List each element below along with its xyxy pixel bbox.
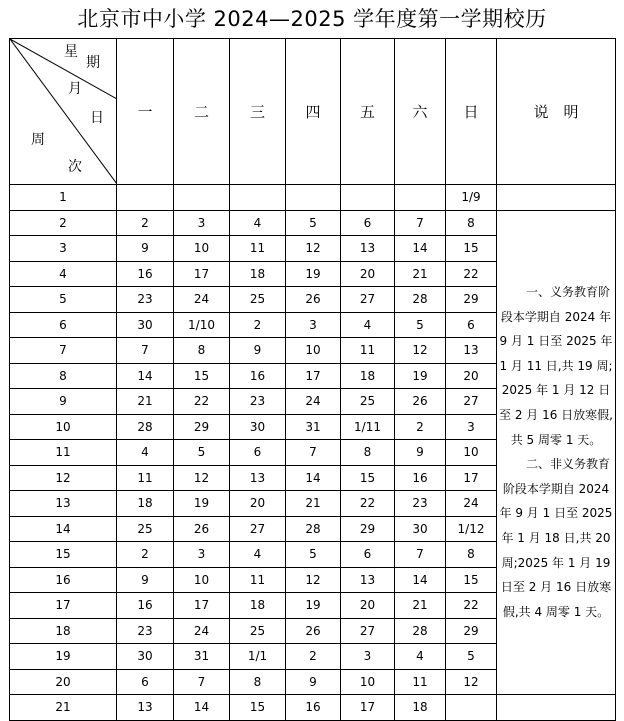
date-cell-tue (174, 185, 230, 211)
date-cell-mon: 11 (117, 465, 174, 491)
date-cell-wed: 8 (230, 669, 286, 695)
date-cell-sat: 7 (395, 210, 446, 236)
date-cell-tue: 10 (174, 567, 230, 593)
date-cell-tue: 12 (174, 465, 230, 491)
date-cell-sat: 26 (395, 389, 446, 415)
corner-label-day: 日 (90, 110, 104, 126)
date-cell-mon: 23 (117, 287, 174, 313)
date-cell-sun: 15 (446, 236, 497, 262)
date-cell-sun: 20 (446, 363, 497, 389)
date-cell-mon: 30 (117, 644, 174, 670)
date-cell-sun: 12 (446, 669, 497, 695)
date-cell-fri: 27 (341, 287, 395, 313)
weekday-header-thu: 四 (286, 39, 341, 185)
date-cell-sat: 11 (395, 669, 446, 695)
week-number-cell: 12 (10, 465, 117, 491)
corner-header-cell (10, 39, 117, 185)
header-row (10, 39, 616, 185)
week-number-cell: 15 (10, 542, 117, 568)
weekday-header-mon: 一 (117, 39, 174, 185)
date-cell-mon: 16 (117, 261, 174, 287)
date-cell-fri: 20 (341, 593, 395, 619)
date-cell-wed: 1/1 (230, 644, 286, 670)
week-number-cell: 16 (10, 567, 117, 593)
date-cell-sat: 4 (395, 644, 446, 670)
date-cell-sun: 5 (446, 644, 497, 670)
date-cell-fri: 3 (341, 644, 395, 670)
school-calendar-table (9, 38, 616, 721)
date-cell-tue: 10 (174, 236, 230, 262)
date-cell-fri: 6 (341, 542, 395, 568)
date-cell-wed: 11 (230, 236, 286, 262)
date-cell-sun: 3 (446, 414, 497, 440)
date-cell-mon: 13 (117, 695, 174, 721)
date-cell-thu: 26 (286, 618, 341, 644)
date-cell-fri: 13 (341, 567, 395, 593)
date-cell-sun: 22 (446, 593, 497, 619)
date-cell-wed: 18 (230, 261, 286, 287)
date-cell-wed: 6 (230, 440, 286, 466)
date-cell-sat: 5 (395, 312, 446, 338)
date-cell-thu: 5 (286, 210, 341, 236)
date-cell-sun: 29 (446, 618, 497, 644)
date-cell-sun: 15 (446, 567, 497, 593)
week-number-cell: 19 (10, 644, 117, 670)
date-cell-mon: 2 (117, 210, 174, 236)
date-cell-tue: 3 (174, 210, 230, 236)
date-cell-fri: 15 (341, 465, 395, 491)
date-cell-thu: 5 (286, 542, 341, 568)
week-number-cell: 1 (10, 185, 117, 211)
week-number-cell: 13 (10, 491, 117, 517)
week-number-cell: 14 (10, 516, 117, 542)
date-cell-wed (230, 185, 286, 211)
date-cell-thu: 21 (286, 491, 341, 517)
date-cell-tue: 19 (174, 491, 230, 517)
date-cell-sat: 30 (395, 516, 446, 542)
date-cell-mon (117, 185, 174, 211)
week-number-cell: 9 (10, 389, 117, 415)
date-cell-fri: 8 (341, 440, 395, 466)
date-cell-thu: 7 (286, 440, 341, 466)
date-cell-fri: 29 (341, 516, 395, 542)
corner-label-month: 月 (68, 81, 82, 97)
date-cell-fri: 13 (341, 236, 395, 262)
date-cell-fri: 22 (341, 491, 395, 517)
date-cell-thu: 19 (286, 593, 341, 619)
date-cell-thu: 16 (286, 695, 341, 721)
date-cell-wed: 25 (230, 618, 286, 644)
date-cell-sun: 27 (446, 389, 497, 415)
date-cell-thu: 17 (286, 363, 341, 389)
date-cell-wed: 2 (230, 312, 286, 338)
date-cell-mon: 21 (117, 389, 174, 415)
date-cell-tue: 3 (174, 542, 230, 568)
date-cell-sat: 23 (395, 491, 446, 517)
date-cell-sun: 6 (446, 312, 497, 338)
date-cell-mon: 2 (117, 542, 174, 568)
week-number-cell: 20 (10, 669, 117, 695)
week-number-cell: 2 (10, 210, 117, 236)
date-cell-fri: 4 (341, 312, 395, 338)
date-cell-tue: 26 (174, 516, 230, 542)
date-cell-mon: 18 (117, 491, 174, 517)
date-cell-thu: 9 (286, 669, 341, 695)
date-cell-mon: 6 (117, 669, 174, 695)
week-row (10, 695, 616, 721)
week-number-cell: 7 (10, 338, 117, 364)
date-cell-mon: 30 (117, 312, 174, 338)
corner-label-zhou: 周 (31, 132, 45, 148)
date-cell-tue: 24 (174, 618, 230, 644)
corner-label-xing: 星 (64, 44, 78, 60)
date-cell-sat: 21 (395, 261, 446, 287)
date-cell-mon: 9 (117, 236, 174, 262)
date-cell-sat: 2 (395, 414, 446, 440)
date-cell-mon: 25 (117, 516, 174, 542)
date-cell-thu: 2 (286, 644, 341, 670)
date-cell-sat: 14 (395, 567, 446, 593)
date-cell-sun: 8 (446, 542, 497, 568)
date-cell-sun: 1/9 (446, 185, 497, 211)
date-cell-tue: 22 (174, 389, 230, 415)
date-cell-mon: 16 (117, 593, 174, 619)
date-cell-thu: 19 (286, 261, 341, 287)
date-cell-fri: 10 (341, 669, 395, 695)
date-cell-mon: 14 (117, 363, 174, 389)
date-cell-tue: 17 (174, 593, 230, 619)
date-cell-sat (395, 185, 446, 211)
date-cell-fri: 25 (341, 389, 395, 415)
date-cell-mon: 23 (117, 618, 174, 644)
weekday-header-sat: 六 (395, 39, 446, 185)
date-cell-sun: 29 (446, 287, 497, 313)
date-cell-fri: 27 (341, 618, 395, 644)
date-cell-sat: 14 (395, 236, 446, 262)
notes-header: 说 明 (497, 39, 616, 185)
week-number-cell: 21 (10, 695, 117, 721)
date-cell-tue: 5 (174, 440, 230, 466)
date-cell-thu: 12 (286, 567, 341, 593)
notes-cell (497, 210, 616, 695)
date-cell-fri: 1/11 (341, 414, 395, 440)
weekday-header-tue: 二 (174, 39, 230, 185)
date-cell-tue: 1/10 (174, 312, 230, 338)
date-cell-wed: 27 (230, 516, 286, 542)
date-cell-thu: 28 (286, 516, 341, 542)
date-cell-mon: 4 (117, 440, 174, 466)
date-cell-fri: 18 (341, 363, 395, 389)
week-number-cell: 8 (10, 363, 117, 389)
corner-label-ci: 次 (68, 159, 82, 175)
date-cell-tue: 29 (174, 414, 230, 440)
date-cell-wed: 11 (230, 567, 286, 593)
notes-blank-cell (497, 185, 616, 211)
week-number-cell: 6 (10, 312, 117, 338)
date-cell-wed: 15 (230, 695, 286, 721)
corner-label-qi: 期 (86, 55, 100, 71)
week-row (10, 185, 616, 211)
weekday-header-fri: 五 (341, 39, 395, 185)
date-cell-sun: 1/12 (446, 516, 497, 542)
date-cell-wed: 4 (230, 210, 286, 236)
date-cell-sat: 9 (395, 440, 446, 466)
week-number-cell: 3 (10, 236, 117, 262)
date-cell-tue: 31 (174, 644, 230, 670)
date-cell-fri: 6 (341, 210, 395, 236)
date-cell-fri (341, 185, 395, 211)
date-cell-mon: 28 (117, 414, 174, 440)
week-number-cell: 4 (10, 261, 117, 287)
week-number-cell: 5 (10, 287, 117, 313)
date-cell-fri: 17 (341, 695, 395, 721)
date-cell-sat: 16 (395, 465, 446, 491)
date-cell-fri: 11 (341, 338, 395, 364)
week-number-cell: 11 (10, 440, 117, 466)
date-cell-thu: 3 (286, 312, 341, 338)
note-paragraph: 一、义务教育阶段本学期自 2024 年 9 月 1 日至 2025 年 1 月 11 日,共 19 周;2025 年 1 月 12 日至 2 月 16 日放寒假,共 5 周零 1 天。 (499, 285, 613, 447)
week-row (10, 210, 616, 236)
date-cell-sun: 8 (446, 210, 497, 236)
date-cell-tue: 15 (174, 363, 230, 389)
week-number-cell: 18 (10, 618, 117, 644)
notes-blank-cell (497, 695, 616, 721)
date-cell-thu: 31 (286, 414, 341, 440)
note-paragraph: 二、非义务教育阶段本学期自 2024 年 9 月 1 日至 2025 年 1 月 18 日,共 20 周;2025 年 1 月 19 日至 2 月 16 日放寒假,共 4 周零 1 天。 (499, 457, 613, 619)
week-number-cell: 10 (10, 414, 117, 440)
date-cell-thu: 26 (286, 287, 341, 313)
date-cell-mon: 7 (117, 338, 174, 364)
date-cell-sat: 28 (395, 287, 446, 313)
page-title: 北京市中小学 2024—2025 学年度第一学期校历 (77, 7, 547, 31)
date-cell-thu: 14 (286, 465, 341, 491)
date-cell-sun (446, 695, 497, 721)
date-cell-sat: 28 (395, 618, 446, 644)
date-cell-wed: 25 (230, 287, 286, 313)
date-cell-tue: 7 (174, 669, 230, 695)
date-cell-tue: 8 (174, 338, 230, 364)
date-cell-tue: 24 (174, 287, 230, 313)
date-cell-wed: 9 (230, 338, 286, 364)
date-cell-sun: 13 (446, 338, 497, 364)
date-cell-sat: 21 (395, 593, 446, 619)
weekday-header-sun: 日 (446, 39, 497, 185)
date-cell-wed: 30 (230, 414, 286, 440)
date-cell-sun: 24 (446, 491, 497, 517)
date-cell-sat: 12 (395, 338, 446, 364)
date-cell-wed: 16 (230, 363, 286, 389)
date-cell-sat: 19 (395, 363, 446, 389)
date-cell-thu (286, 185, 341, 211)
date-cell-fri: 20 (341, 261, 395, 287)
date-cell-sun: 17 (446, 465, 497, 491)
date-cell-sun: 10 (446, 440, 497, 466)
date-cell-thu: 12 (286, 236, 341, 262)
date-cell-sat: 18 (395, 695, 446, 721)
date-cell-wed: 23 (230, 389, 286, 415)
date-cell-thu: 10 (286, 338, 341, 364)
date-cell-wed: 20 (230, 491, 286, 517)
weekday-header-wed: 三 (230, 39, 286, 185)
date-cell-sun: 22 (446, 261, 497, 287)
date-cell-sat: 7 (395, 542, 446, 568)
date-cell-tue: 17 (174, 261, 230, 287)
date-cell-thu: 24 (286, 389, 341, 415)
date-cell-mon: 9 (117, 567, 174, 593)
date-cell-wed: 18 (230, 593, 286, 619)
week-number-cell: 17 (10, 593, 117, 619)
date-cell-wed: 4 (230, 542, 286, 568)
date-cell-tue: 14 (174, 695, 230, 721)
date-cell-wed: 13 (230, 465, 286, 491)
